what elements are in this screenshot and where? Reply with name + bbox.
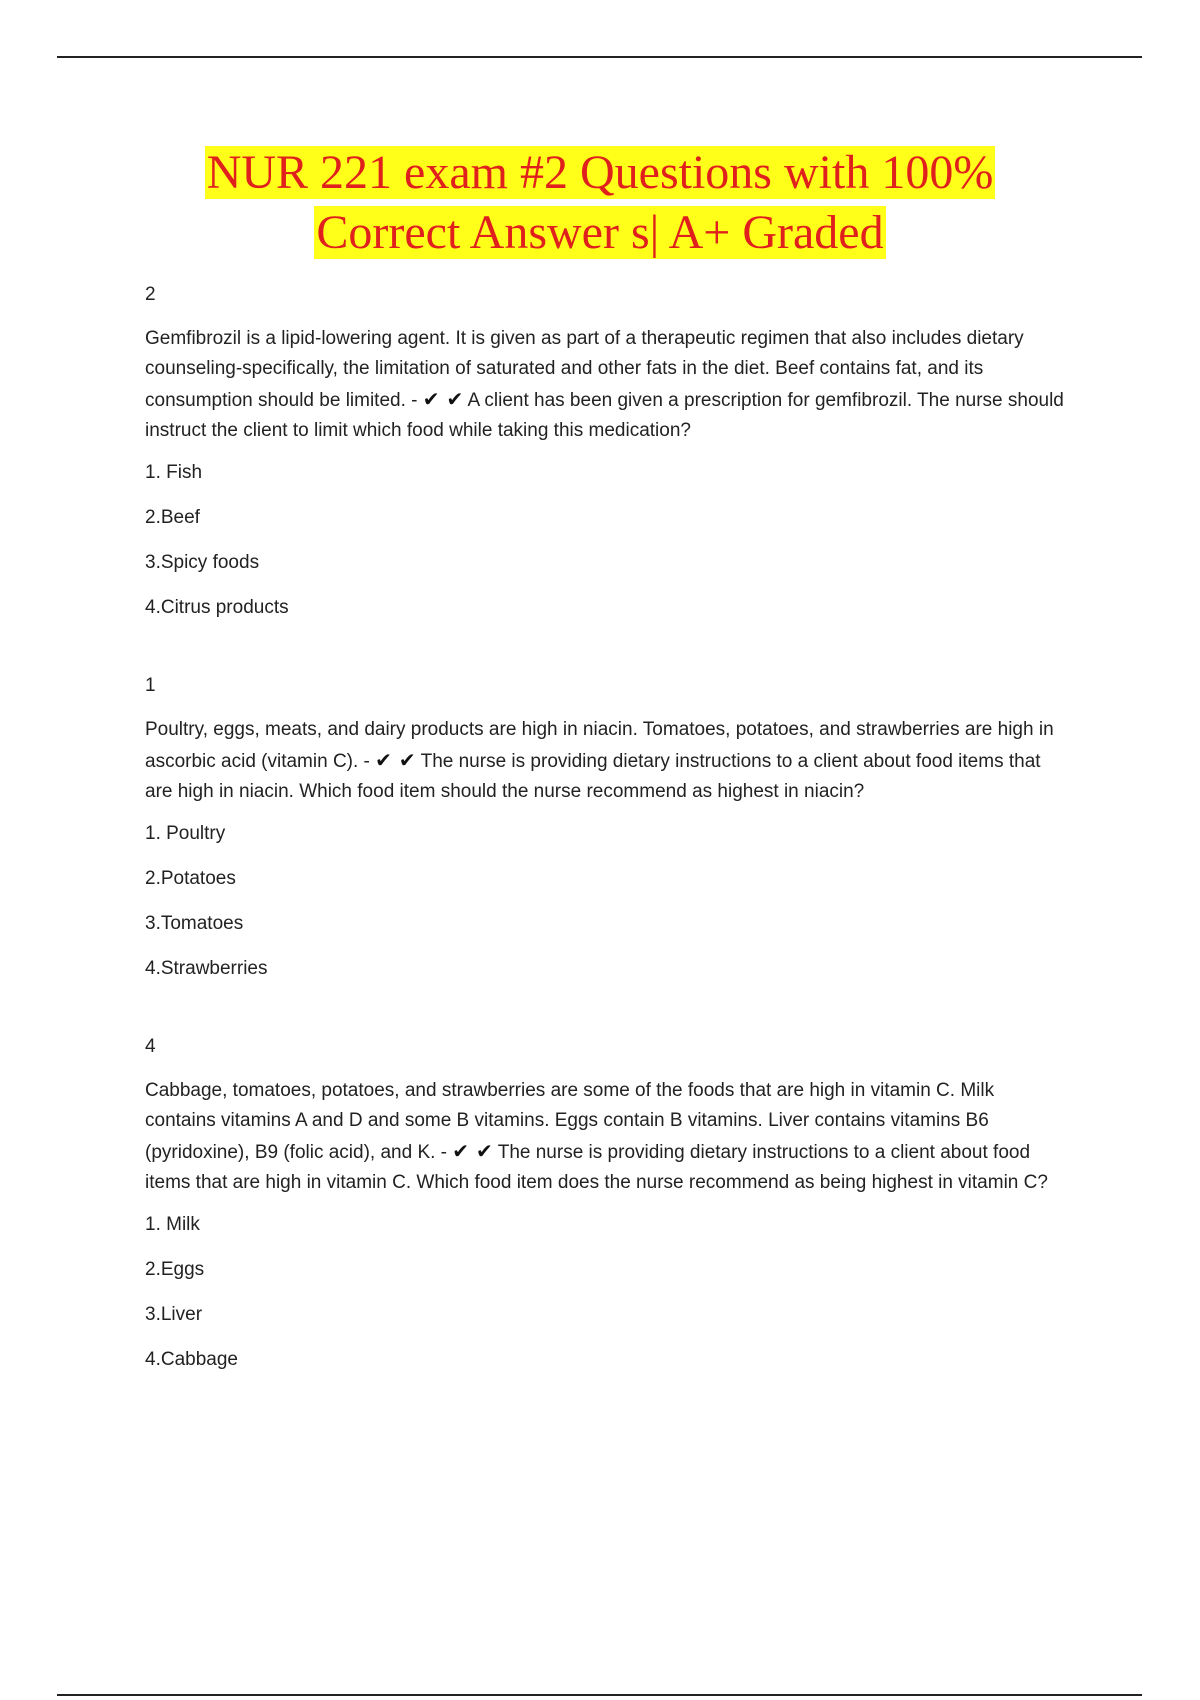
question-text: [145, 1076, 1070, 1198]
question-block: [145, 1032, 1070, 1375]
question-block: [145, 280, 1070, 623]
checkmark-icon: ✔ ✔: [375, 748, 416, 772]
top-divider: [57, 56, 1142, 58]
answer-option: 2.Eggs: [145, 1259, 205, 1280]
answer-option: 3.Tomatoes: [145, 913, 244, 934]
answer-option: 2.Beef: [145, 507, 200, 528]
answer-option: 1. Poultry: [145, 823, 226, 844]
bottom-divider: [57, 1694, 1142, 1696]
checkmark-icon: ✔ ✔: [422, 387, 464, 411]
title-line-2: Correct Answer s| A+ Graded: [316, 206, 884, 259]
question-text: [145, 715, 1070, 807]
answer-option: 4.Strawberries: [145, 958, 268, 979]
answer-number: 4: [145, 1036, 156, 1057]
answer-option: 1. Fish: [145, 462, 203, 483]
answer-option: 4.Citrus products: [145, 597, 289, 618]
checkmark-icon: ✔ ✔: [452, 1139, 493, 1163]
rationale-text: Poultry, eggs, meats, and dairy products are high in niacin. Tomatoes, potatoes, and strawberries are high in ascorbic acid (vitamin C). -: [145, 719, 1054, 772]
question-prompt: The nurse is providing dietary instructions to a client about food items that are high in vitamin C. Which food item does the nurse recommend as being highest in vitamin C?: [145, 1142, 1048, 1193]
question-list: [145, 280, 1070, 1390]
title-line-1: NUR 221 exam #2 Questions with 100%: [206, 146, 994, 199]
question-block: [145, 671, 1070, 984]
document-title: [0, 143, 1200, 263]
rationale-text: Gemfibrozil is a lipid-lowering agent. It is given as part of a therapeutic regimen that also includes dietary counseling-specifically, the limitation of saturated and other fats in the diet. Beef contains fat, and its consumption should be limited. -: [145, 328, 1024, 411]
answer-number: 1: [145, 675, 156, 696]
answer-option: 1. Milk: [145, 1214, 200, 1235]
answer-option: 4.Cabbage: [145, 1349, 238, 1370]
answer-option: 3.Liver: [145, 1304, 203, 1325]
answer-number: 2: [145, 284, 156, 305]
answer-option: 2.Potatoes: [145, 868, 236, 889]
answer-option: 3.Spicy foods: [145, 552, 260, 573]
rationale-text: Cabbage, tomatoes, potatoes, and strawberries are some of the foods that are high in vitamin C. Milk contains vitamins A and D and some B vitamins. Eggs contain B vitamins. Liver contains vitamins B6 (pyridoxine), B9 (folic acid), and K. -: [145, 1080, 995, 1163]
question-prompt: A client has been given a prescription for gemfibrozil. The nurse should instruct the client to limit which food while taking this medication?: [145, 390, 1064, 441]
question-text: [145, 324, 1070, 446]
question-prompt: The nurse is providing dietary instructions to a client about food items that are high in niacin. Which food item should the nurse recommend as highest in niacin?: [145, 751, 1041, 802]
